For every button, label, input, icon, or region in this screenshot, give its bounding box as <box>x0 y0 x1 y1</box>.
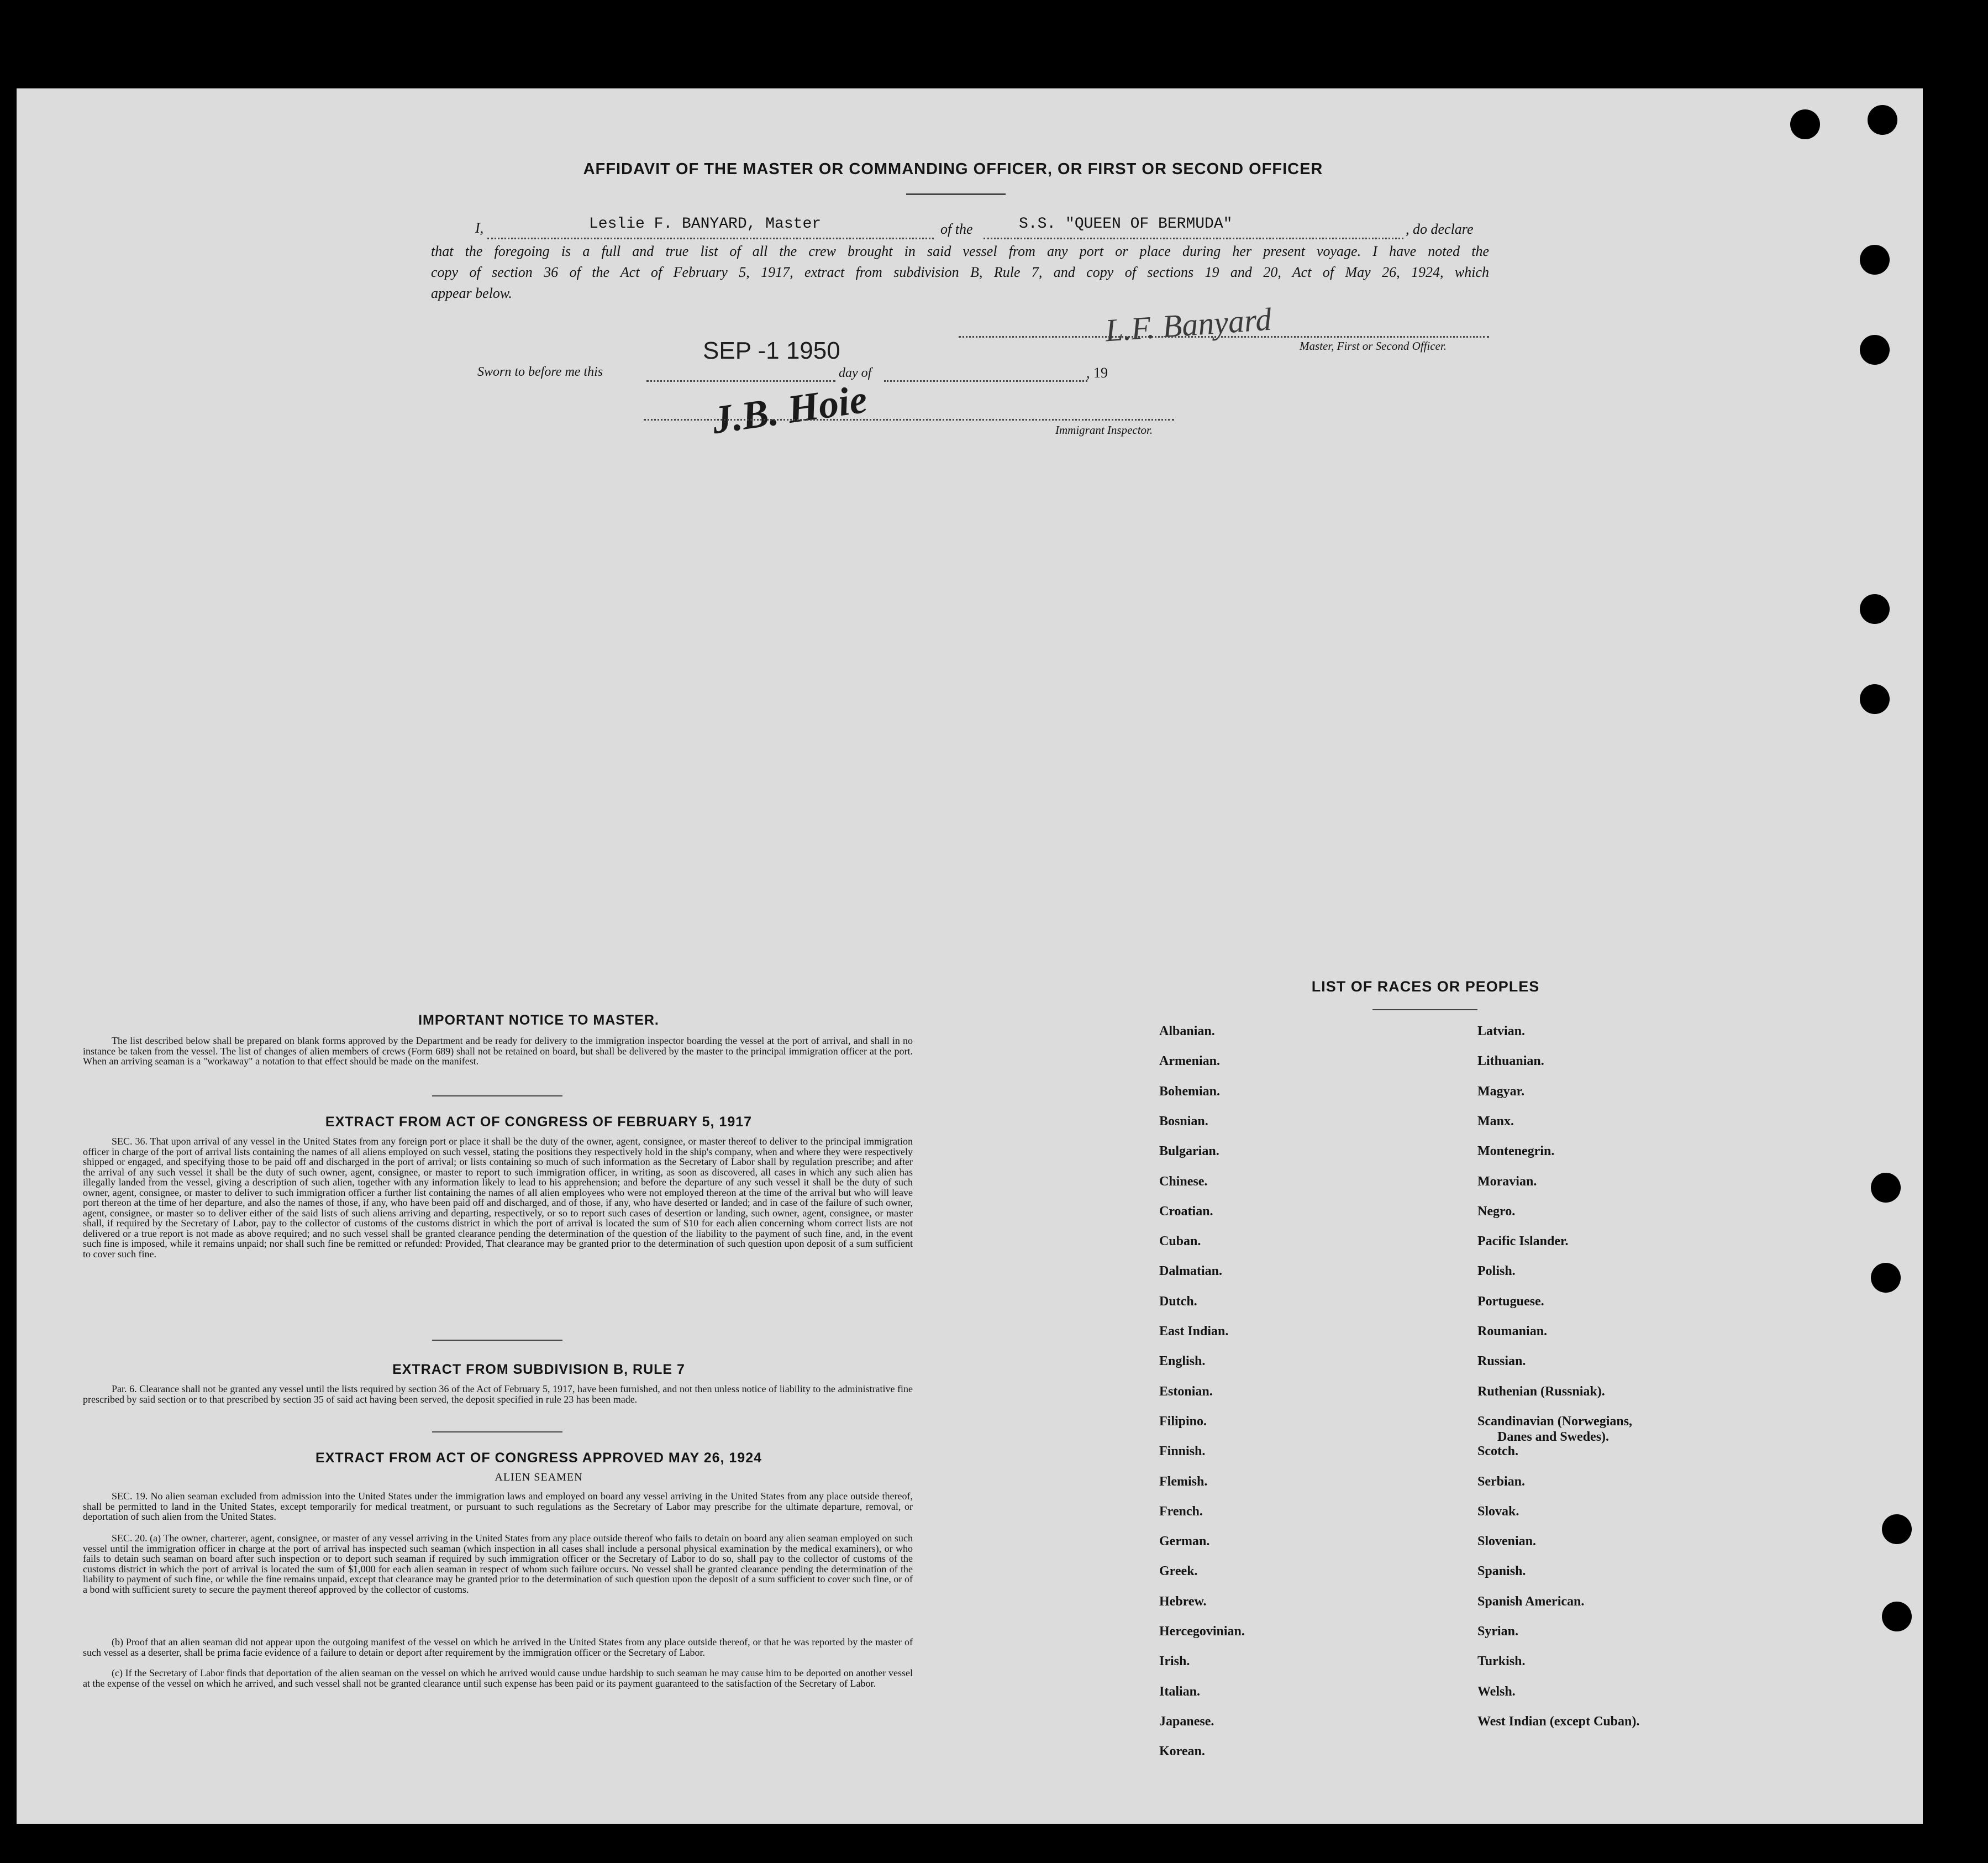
vessel-name: S.S. "QUEEN OF BERMUDA" <box>1019 216 1233 233</box>
race-item: Russian. <box>1477 1354 1526 1369</box>
punch-hole <box>1882 1602 1912 1631</box>
punch-hole <box>1790 109 1820 139</box>
race-item: Serbian. <box>1477 1474 1526 1489</box>
race-item: Polish. <box>1477 1264 1516 1279</box>
race-item: Hebrew. <box>1159 1594 1207 1609</box>
race-item: Bulgarian. <box>1159 1144 1219 1159</box>
punch-hole <box>1860 245 1890 275</box>
month-line <box>884 380 1087 382</box>
race-item: Turkish. <box>1477 1654 1526 1669</box>
punch-hole <box>1882 1514 1912 1544</box>
race-item: Slovenian. <box>1477 1534 1537 1549</box>
race-item: Filipino. <box>1159 1414 1207 1429</box>
affidavit-line-4: appear below. <box>431 285 512 301</box>
extract-1924-title: EXTRACT FROM ACT OF CONGRESS APPROVED MAY 26, 1924 <box>315 1450 762 1466</box>
sec-20b-body: (b) Proof that an alien seaman did not appear upon the outgoing manifest of the vessel on which he arrived in the United States from any place outside thereof, or that he was reported by the master of such vessel as a deserter, shall be prima facie evidence of a failure to detain or deport after requirement by the immigration officer or the Secretary of Labor. <box>83 1636 913 1658</box>
race-item: Roumanian. <box>1477 1324 1548 1339</box>
punch-hole <box>1871 1173 1901 1203</box>
i-label: I, <box>475 220 484 236</box>
sec-20a-body: SEC. 20. (a) The owner, charterer, agent, consignee, or master of any vessel arriving in the United States from any place outside thereof who fails to detain on board any alien seaman employed on such vessel until the immigration officer in charge at the port of arrival has inspected such seaman (which inspection in all cases shall include a personal physical examination by the medical examiners), or who fails to detain such seaman on board after such inspection or to deport such seaman if required by such immigration officer or the Secretary of Labor to do so, shall pay to the collector of customs of the customs district in which the port of arrival is located the sum of $1,000 for each alien seaman in respect of whom such failure occurs. No vessel shall be granted clearance pending the determination of the liability to payment of such fine, or while the fine remains unpaid, except that clearance may be granted prior to the determination of such question upon the deposit of a sum sufficient to cover such fine, or of a bond with sufficient surety to secure the payment thereof approved by the collector of customs. <box>83 1533 913 1595</box>
divider <box>432 1431 562 1432</box>
race-item: East Indian. <box>1159 1324 1229 1339</box>
race-item: Dalmatian. <box>1159 1264 1222 1279</box>
extract-1924-subtitle: ALIEN SEAMEN <box>495 1471 583 1483</box>
master-caption: Master, First or Second Officer. <box>1300 339 1447 353</box>
day-of-label: day of <box>839 366 872 380</box>
race-item: Bosnian. <box>1159 1114 1208 1129</box>
subdivision-b-body: Par. 6. Clearance shall not be granted any vessel until the lists required by section 36 of the Act of February 5, 1917, have been furnished, and not then unless notice of liability to the administrative fine prescribed by said section or to that prescribed by section 35 of said act having been served, the deposit specified in rule 23 has been made. <box>83 1383 913 1405</box>
race-item: Irish. <box>1159 1654 1190 1669</box>
races-title: LIST OF RACES OR PEOPLES <box>1311 978 1540 995</box>
divider <box>906 193 1006 195</box>
divider <box>432 1340 562 1341</box>
declare-label: , do declare <box>1406 221 1474 237</box>
race-item: Danes and Swedes). <box>1497 1429 1610 1444</box>
race-item: Portuguese. <box>1477 1294 1544 1309</box>
race-item: Japanese. <box>1159 1714 1214 1729</box>
race-item: Pacific Islander. <box>1477 1234 1569 1249</box>
vessel-line <box>984 238 1403 239</box>
race-item: Albanian. <box>1159 1024 1215 1038</box>
race-item: Italian. <box>1159 1684 1201 1699</box>
race-item: Croatian. <box>1159 1204 1213 1219</box>
race-item: Spanish. <box>1477 1564 1526 1579</box>
race-item: Slovak. <box>1477 1504 1519 1519</box>
race-item: Estonian. <box>1159 1384 1213 1399</box>
master-name: Leslie F. BANYARD, Master <box>589 216 822 233</box>
notice-title: IMPORTANT NOTICE TO MASTER. <box>418 1012 659 1028</box>
divider <box>432 1095 562 1096</box>
inspector-line <box>644 419 1174 421</box>
race-item: Cuban. <box>1159 1234 1201 1249</box>
notice-body: The list described below shall be prepared on blank forms approved by the Department and be ready for delivery to the immigration inspector boarding the vessel at the port of arrival, and shall in no instance be taken from the vessel. The list of changes of alien members of crews (Form 689) shall not be retained on board, but shall be delivered by the master to the principal immigration officer at the port. When an arriving seaman is a "workaway" a notation to that effect should be made on the manifest. <box>83 1035 913 1067</box>
divider <box>1372 1009 1477 1010</box>
punch-hole <box>1860 684 1890 714</box>
race-item: Korean. <box>1159 1744 1205 1759</box>
race-item: English. <box>1159 1354 1206 1369</box>
name-line <box>487 238 934 239</box>
affidavit-title: AFFIDAVIT OF THE MASTER OR COMMANDING OFFICER, OR FIRST OR SECOND OFFICER <box>583 160 1323 178</box>
race-item: Magyar. <box>1477 1084 1525 1099</box>
subdivision-b-title: EXTRACT FROM SUBDIVISION B, RULE 7 <box>392 1362 685 1377</box>
race-item: West Indian (except Cuban). <box>1477 1714 1640 1729</box>
race-item: Hercegovinian. <box>1159 1624 1245 1639</box>
affidavit-line-2: that the foregoing is a full and true list of all the crew brought in said vessel from any port or place during her present voyage. I have noted the <box>431 243 1489 259</box>
race-item: Welsh. <box>1477 1684 1516 1699</box>
race-item: Armenian. <box>1159 1054 1220 1069</box>
race-item: Finnish. <box>1159 1444 1206 1459</box>
race-item: Bohemian. <box>1159 1084 1221 1099</box>
inspector-caption: Immigrant Inspector. <box>1055 423 1153 437</box>
sec-20c-body: (c) If the Secretary of Labor finds that deportation of the alien seaman on the vessel on which he arrived would cause undue hardship to such seaman he may cause him to be deported on another vessel at the expense of the vessel on which he arrived, and such vessel shall not be granted clearance until such expense has been paid or its payment guaranteed to the satisfaction of the Secretary of Labor. <box>83 1667 913 1689</box>
sworn-label: Sworn to before me this <box>477 365 603 379</box>
extract-1917-body: SEC. 36. That upon arrival of any vessel in the United States from any foreign port or place it shall be the duty of the owner, agent, consignee, or master thereof to deliver to the principal immigration officer in charge of the port of arrival lists containing the names of all aliens employed on such vessel, stating the positions they respectively hold in the ship's company, when and where they were respectively shipped or engaged, and specifying those to be paid off and discharged in the port of arrival; or lists containing so much of such information as the Secretary of Labor shall by regulation prescribe; and after the arrival of any such vessel it shall be the duty of such owner, agent, consignee, or master to report to such immigration officer, in writing, as soon as discovered, all cases in which any such alien has illegally landed from the vessel, giving a description of such alien, together with any information likely to lead to his apprehension; and before the departure of any such vessel it shall be the duty of such owner, agent, consignee, or master to deliver to such immigration officer a further list containing the names of all alien employees who were not employed thereon at the time of the arrival but who will leave port thereon at the time of her departure, and also the names of those, if any, who have been paid off and discharged, and of those, if any, who have deserted or landed; and in case of the failure of such owner, agent, consignee, or master so to deliver either of the said lists of such aliens arriving and departing, respectively, or so to report such cases of desertion or landing, such owner, agent, consignee, or master shall, if required by the Secretary of Labor, pay to the collector of customs of the customs district in which the port of arrival is located the sum of $10 for each alien concerning whom correct lists are not delivered or a true report is not made as above required; and no such vessel shall be granted clearance pending the determination of the question of the liability to the payment of such fine, and, in the event such fine is imposed, while it remains unpaid; nor shall such fine be remitted or refunded: Provided, That clearance may be granted prior to the determination of such question upon deposit of a sum sufficient to cover such fine. <box>83 1136 913 1260</box>
master-signature: L.F. Banyard <box>1104 301 1273 349</box>
sec-19-body: SEC. 19. No alien seaman excluded from admission into the United States under the immigration laws and employed on board any vessel arriving in the United States from any place outside thereof, shall be permitted to land in the United States, except temporarily for medical treatment, or pursuant to such regulations as the Secretary of Labor may prescribe for the ultimate departure, removal, or deportation of such alien from the United States. <box>83 1491 913 1522</box>
race-item: Syrian. <box>1477 1624 1519 1639</box>
punch-hole <box>1871 1263 1901 1293</box>
date-stamp: SEP -1 1950 <box>703 337 840 364</box>
race-item: Montenegrin. <box>1477 1144 1555 1159</box>
affidavit-line-3: copy of section 36 of the Act of February 5, 1917, extract from subdivision B, Rule 7, and copy of sections 19 and 20, Act of May 26, 1924, which <box>431 264 1489 280</box>
race-item: Latvian. <box>1477 1024 1526 1038</box>
signature-line <box>959 336 1489 338</box>
race-item: German. <box>1159 1534 1210 1549</box>
extract-1917-title: EXTRACT FROM ACT OF CONGRESS OF FEBRUARY 5, 1917 <box>325 1114 753 1130</box>
punch-hole <box>1868 105 1897 135</box>
inspector-signature: J.B. Hoie <box>709 376 870 443</box>
race-item: Greek. <box>1159 1564 1198 1579</box>
of-the-label: of the <box>940 221 973 237</box>
race-item: Chinese. <box>1159 1174 1208 1189</box>
year-label: , 19 <box>1086 365 1108 381</box>
race-item: Spanish American. <box>1477 1594 1585 1609</box>
race-item: Scotch. <box>1477 1444 1518 1459</box>
race-item: Negro. <box>1477 1204 1516 1219</box>
race-item: Flemish. <box>1159 1474 1208 1489</box>
race-item: Lithuanian. <box>1477 1054 1544 1069</box>
race-item: Manx. <box>1477 1114 1514 1129</box>
punch-hole <box>1860 335 1890 365</box>
race-item: French. <box>1159 1504 1203 1519</box>
race-item: Moravian. <box>1477 1174 1537 1189</box>
day-line <box>646 380 835 382</box>
punch-hole <box>1860 594 1890 624</box>
race-item: Ruthenian (Russniak). <box>1477 1384 1605 1399</box>
race-item: Scandinavian (Norwegians, <box>1477 1414 1633 1429</box>
race-item: Dutch. <box>1159 1294 1197 1309</box>
